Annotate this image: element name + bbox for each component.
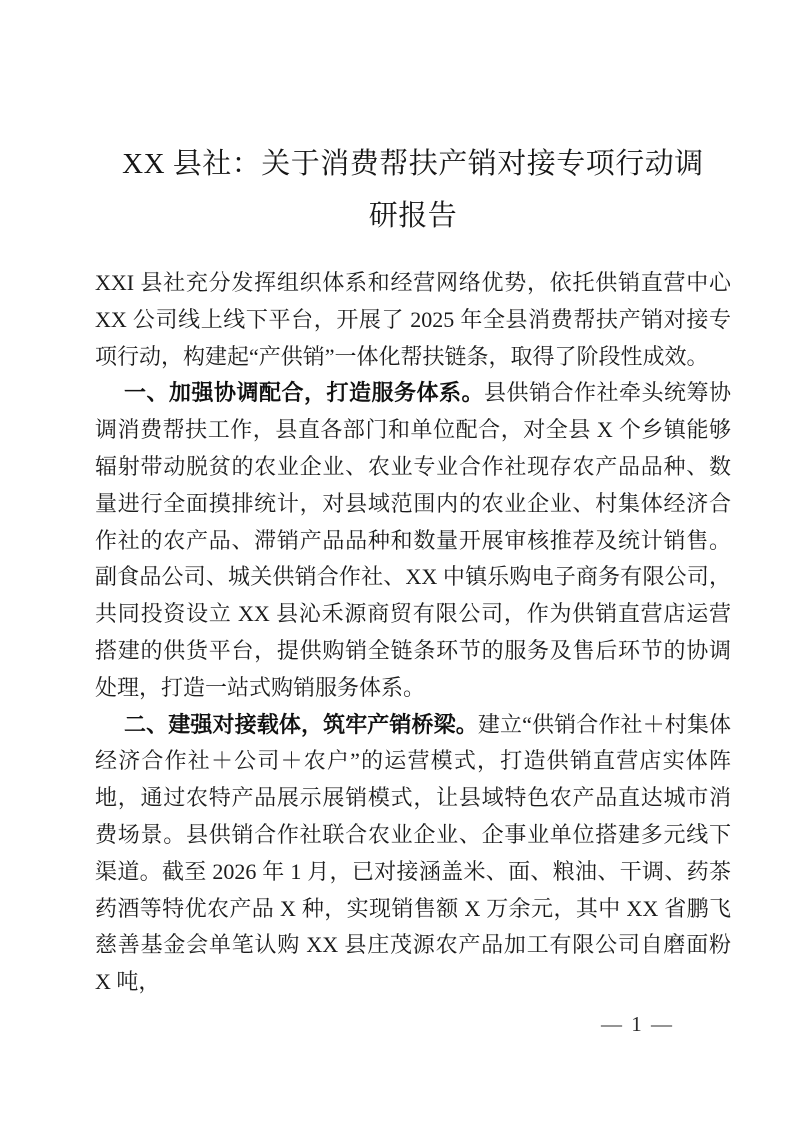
section-2-heading: 二、建强对接载体，筑牢产销桥梁。 (124, 711, 478, 737)
section-2-paragraph (95, 707, 731, 1001)
document-title (95, 138, 731, 242)
paragraph-text: XXI 县社充分发挥组织体系和经营网络优势，依托供销直营中心XX 公司线上线下平台，开展了 2025 年全县消费帮扶产销对接专项行动，构建起“产供销”一体化帮扶链条，取得了阶段性成效。 (95, 270, 731, 369)
paragraph-text: 县供销合作社牵头统筹协调消费帮扶工作，县直各部门和单位配合，对全县 X 个乡镇能够辐射带动脱贫的农业企业、农业专业合作社现存农产品品种、数量进行全面摸排统计，对县域范围内的农业企业、村集体经济合作社的农产品、滞销产品品种和数量开展审核推荐及统计销售。副食品公司、城关供销合作社、XX 中镇乐购电子商务有限公司，共同投资设立 XX 县沁禾源商贸有限公司，作为供销直营店运营搭建的供货平台，提供购销全链条环节的服务及售后环节的协调处理，打造一站式购销服务体系。 (95, 380, 731, 700)
paragraph-intro (95, 265, 731, 375)
page-content (95, 0, 731, 1001)
paragraph-text: 建立“供销合作社＋村集体经济合作社＋公司＋农户”的运营模式，打造供销直营店实体阵地，通过农特产品展示展销模式，让县域特色农产品直达城市消费场景。县供销合作社联合农业企业、企事业单位搭建多元线下渠道。截至 2026 年 1 月，已对接涵盖米、面、粮油、干调、药茶药酒等特优农产品 X 种，实现销售额 X 万余元，其中 XX 省鹏飞慈善基金会单笔认购 XX 县庄茂源农产品加工有限公司自磨面粉 X 吨， (95, 711, 731, 995)
page-number: — 1 — (601, 1012, 674, 1036)
section-1-heading: 一、加强协调配合，打造服务体系。 (124, 380, 484, 406)
section-1-paragraph (95, 375, 731, 706)
title-line-2: 研报告 (368, 200, 458, 232)
title-line-1: XX 县社：关于消费帮扶产销对接专项行动调 (122, 148, 704, 180)
